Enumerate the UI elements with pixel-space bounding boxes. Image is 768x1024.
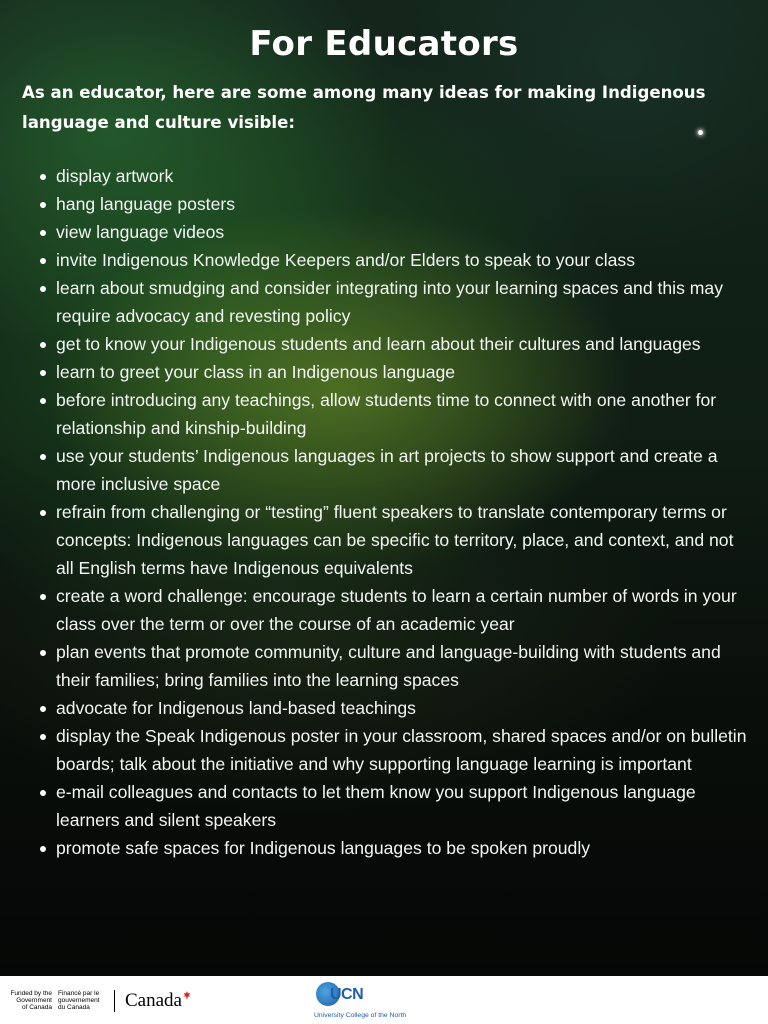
list-item: before introducing any teachings, allow students time to connect with one another for relationship and kinship-building <box>38 386 750 442</box>
list-item: plan events that promote community, culture and language-building with students and their families; bring families into the learning spaces <box>38 638 750 694</box>
footer <box>0 976 768 1024</box>
list-item: learn to greet your class in an Indigenous language <box>38 358 750 386</box>
funded-by-english: Funded by the Government of Canada <box>10 990 52 1011</box>
list-item: view language videos <box>38 218 750 246</box>
list-item: promote safe spaces for Indigenous languages to be spoken proudly <box>38 834 750 862</box>
ucn-name: University College of the North <box>314 1012 407 1019</box>
list-item: create a word challenge: encourage students to learn a certain number of words in your class over the term or over the course of an academic year <box>38 582 750 638</box>
ucn-logo <box>310 982 420 1024</box>
ucn-logo-text: UCN <box>330 986 364 1003</box>
list-item: e-mail colleagues and contacts to let them know you support Indigenous language learners and silent speakers <box>38 778 750 834</box>
list-item: advocate for Indigenous land-based teachings <box>38 694 750 722</box>
page-title: For Educators <box>249 24 519 64</box>
list-item: learn about smudging and consider integrating into your learning spaces and this may require advocacy and revesting policy <box>38 274 750 330</box>
list-item: refrain from challenging or “testing” fluent speakers to translate contemporary terms or concepts: Indigenous languages can be specific to territory, place, and context, and not all English terms have Indigenous equivalents <box>38 498 750 582</box>
list-item: get to know your Indigenous students and learn about their cultures and languages <box>38 330 750 358</box>
ideas-list <box>38 162 750 862</box>
funded-by-french: Financé par le gouvernement du Canada <box>58 990 100 1011</box>
list-item: invite Indigenous Knowledge Keepers and/or Elders to speak to your class <box>38 246 750 274</box>
canada-wordmark: Canada <box>125 990 191 1012</box>
intro-text: As an educator, here are some among many ideas for making Indigenous language and culture visible: <box>22 83 706 132</box>
maple-leaf-icon <box>183 991 191 999</box>
list-item: display the Speak Indigenous poster in your classroom, shared spaces and/or on bulletin boards; talk about the initiative and why supporting language learning is important <box>38 722 750 778</box>
government-of-canada-signature <box>4 990 119 1012</box>
list-item: hang language posters <box>38 190 750 218</box>
list-item: use your students’ Indigenous languages in art projects to show support and create a more inclusive space <box>38 442 750 498</box>
list-item: display artwork <box>38 162 750 190</box>
signature-divider <box>114 990 115 1012</box>
